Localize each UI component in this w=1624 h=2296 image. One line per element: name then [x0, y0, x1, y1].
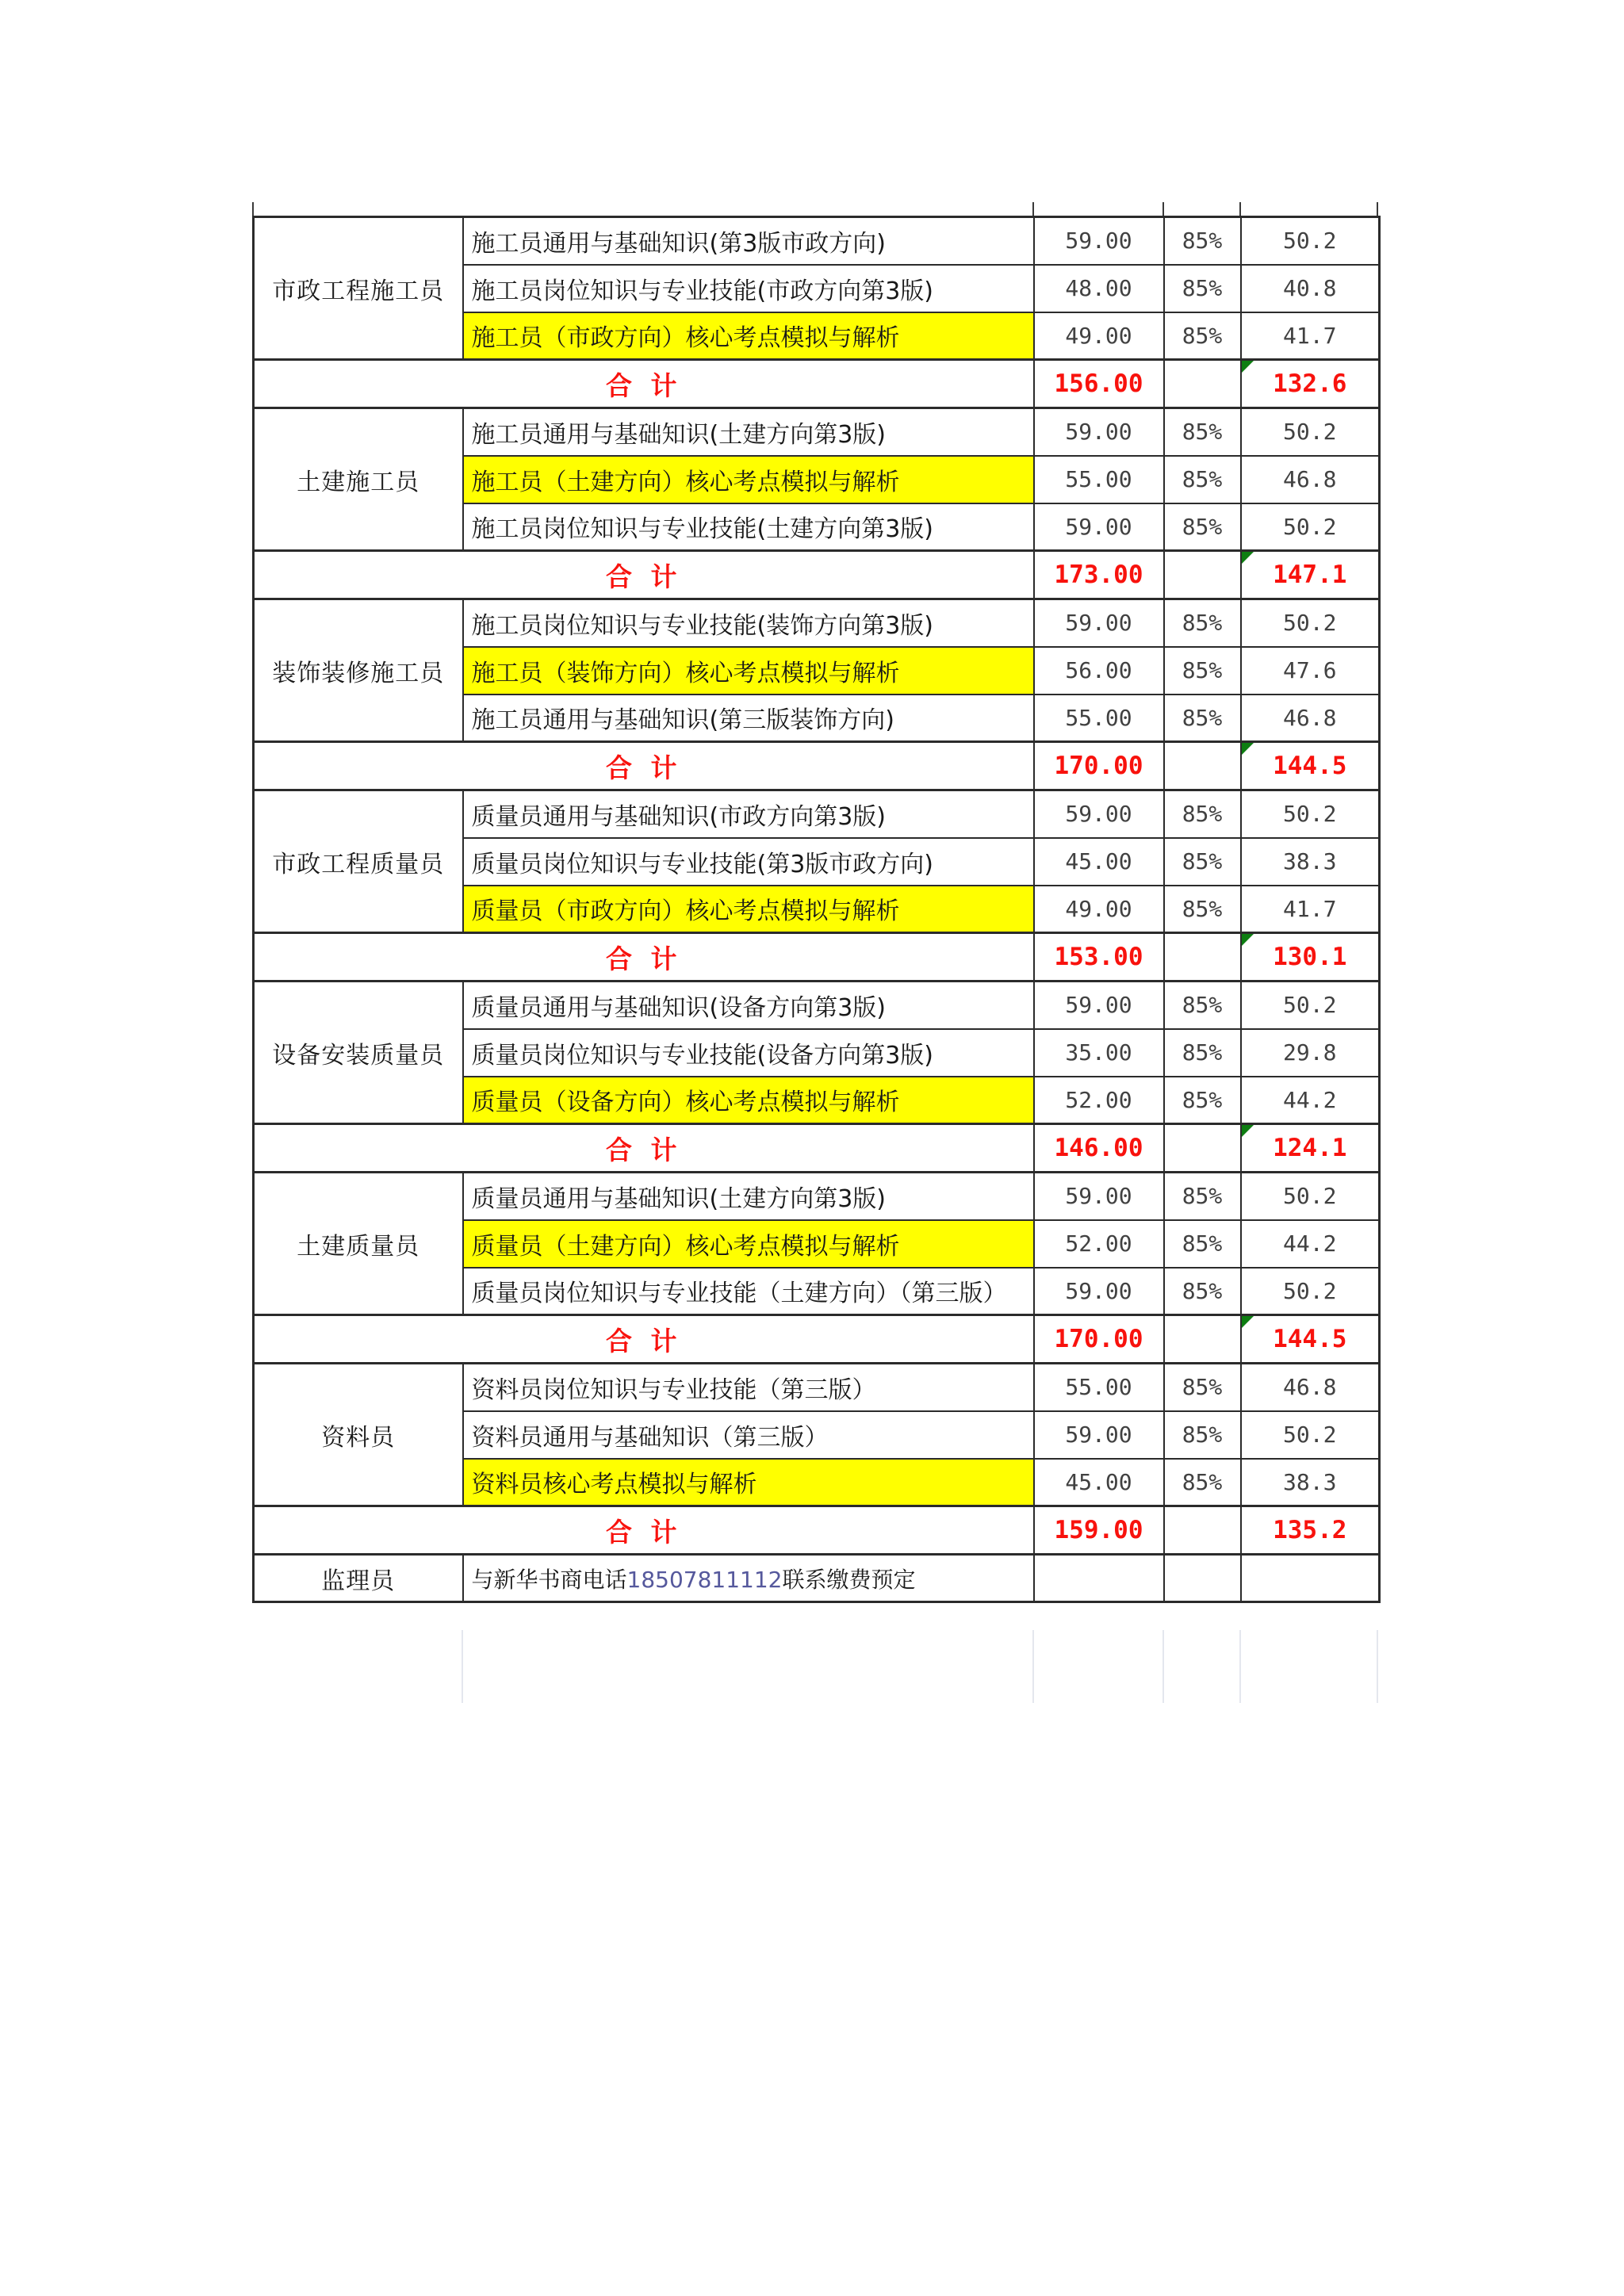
phone-number: 18507811112 — [626, 1566, 783, 1593]
net-price-cell-text: 40.8 — [1283, 275, 1337, 301]
total-label-cell — [254, 933, 1034, 982]
empty-net-cell — [1241, 1555, 1380, 1602]
book-title-cell-text: 资料员岗位知识与专业技能（第三版） — [471, 1376, 876, 1404]
discount-cell — [1164, 647, 1241, 695]
grid-stub-top-right — [1377, 202, 1378, 216]
net-price-cell — [1241, 1268, 1380, 1315]
discount-cell — [1164, 695, 1241, 742]
total-net-cell-text: 130.1 — [1273, 943, 1347, 971]
price-cell-text: 35.00 — [1065, 1039, 1132, 1066]
discount-cell — [1164, 1077, 1241, 1124]
price-cell — [1034, 408, 1164, 456]
total-label-cell-text: 合 计 — [606, 752, 682, 783]
category-cell-text: 市政工程质量员 — [272, 850, 445, 878]
discount-cell-text: 85% — [1182, 1422, 1223, 1448]
book-title-cell-text: 质量员（设备方向）核心考点模拟与解析 — [471, 1089, 900, 1117]
total-price-cell-text: 159.00 — [1054, 1516, 1143, 1544]
net-price-cell — [1241, 599, 1380, 647]
category-cell — [254, 408, 463, 551]
book-title-cell — [463, 886, 1034, 933]
price-cell-text: 59.00 — [1065, 513, 1132, 540]
discount-cell — [1164, 408, 1241, 456]
book-title-cell — [463, 790, 1034, 838]
net-price-cell — [1241, 886, 1380, 933]
book-title-cell-text: 质量员岗位知识与专业技能（土建方向）（第三版） — [471, 1280, 1007, 1308]
price-cell-text: 55.00 — [1065, 466, 1132, 492]
total-price-cell-text: 170.00 — [1054, 1325, 1143, 1353]
price-cell — [1034, 217, 1164, 265]
discount-cell-text: 85% — [1182, 610, 1223, 637]
price-cell — [1034, 1029, 1164, 1077]
price-cell — [1034, 647, 1164, 695]
category-cell-text: 设备安装质量员 — [272, 1041, 445, 1070]
price-cell-text: 55.00 — [1065, 1374, 1132, 1401]
category-cell — [254, 982, 463, 1124]
discount-cell-text: 85% — [1182, 801, 1223, 828]
net-price-cell — [1241, 217, 1380, 265]
grid-stub-bottom-2 — [1032, 1630, 1034, 1703]
net-price-cell — [1241, 790, 1380, 838]
net-price-cell-text: 29.8 — [1283, 1039, 1337, 1066]
total-net-cell — [1241, 1506, 1380, 1555]
total-net-cell-text: 147.1 — [1273, 561, 1347, 589]
section-total-row — [254, 933, 1380, 982]
grid-stub-top-price-col — [1032, 202, 1034, 216]
discount-cell — [1164, 503, 1241, 551]
total-price-cell — [1034, 360, 1164, 408]
net-price-cell-text: 50.2 — [1283, 1277, 1337, 1304]
price-cell-text: 59.00 — [1065, 1277, 1132, 1304]
price-table — [252, 216, 1381, 1603]
book-title-cell-text: 施工员岗位知识与专业技能(市政方向第3版) — [471, 277, 933, 305]
net-price-cell — [1241, 1411, 1380, 1459]
book-row — [254, 1364, 1380, 1411]
discount-cell — [1164, 1220, 1241, 1268]
book-row — [254, 599, 1380, 647]
book-title-cell-text: 施工员通用与基础知识(土建方向第3版) — [471, 420, 886, 449]
book-title-cell-text: 质量员通用与基础知识(土建方向第3版) — [471, 1184, 886, 1213]
net-price-cell — [1241, 1220, 1380, 1268]
discount-cell — [1164, 790, 1241, 838]
net-price-cell — [1241, 647, 1380, 695]
discount-cell — [1164, 1029, 1241, 1077]
net-price-cell — [1241, 456, 1380, 503]
section-total-row — [254, 551, 1380, 599]
book-title-cell-text: 施工员通用与基础知识(第3版市政方向) — [471, 229, 886, 258]
section-total-row — [254, 1315, 1380, 1364]
price-cell — [1034, 1411, 1164, 1459]
discount-cell — [1164, 1459, 1241, 1506]
discount-cell-text: 85% — [1182, 322, 1223, 349]
total-price-cell — [1034, 742, 1164, 790]
grid-stub-bottom-1 — [462, 1630, 463, 1703]
net-price-cell-text: 50.2 — [1283, 1422, 1337, 1448]
category-cell — [254, 1555, 463, 1602]
book-title-cell-text: 施工员（土建方向）核心考点模拟与解析 — [471, 468, 900, 496]
price-cell — [1034, 695, 1164, 742]
net-price-cell — [1241, 408, 1380, 456]
book-title-cell-text: 资料员核心考点模拟与解析 — [471, 1471, 757, 1499]
book-title-cell — [463, 312, 1034, 360]
price-cell — [1034, 503, 1164, 551]
total-price-cell — [1034, 1315, 1164, 1364]
total-price-cell — [1034, 933, 1164, 982]
price-table-body — [254, 217, 1380, 1602]
book-title-cell — [463, 982, 1034, 1029]
net-price-cell — [1241, 312, 1380, 360]
total-net-cell-text: 135.2 — [1273, 1516, 1347, 1544]
book-title-cell-text: 质量员（市政方向）核心考点模拟与解析 — [471, 897, 900, 926]
discount-cell-text: 85% — [1182, 275, 1223, 301]
price-cell-text: 45.00 — [1065, 848, 1132, 874]
net-price-cell-text: 50.2 — [1283, 513, 1337, 540]
total-discount-cell — [1164, 933, 1241, 982]
discount-cell-text: 85% — [1182, 704, 1223, 731]
section-total-row — [254, 742, 1380, 790]
green-corner-marker-icon — [1242, 1316, 1254, 1328]
category-cell-text: 资料员 — [321, 1423, 396, 1452]
book-title-cell — [463, 1220, 1034, 1268]
total-label-cell — [254, 1506, 1034, 1555]
discount-cell — [1164, 982, 1241, 1029]
book-title-cell — [463, 838, 1034, 886]
net-price-cell — [1241, 695, 1380, 742]
grid-stub-top-left — [252, 202, 254, 216]
discount-cell — [1164, 1173, 1241, 1220]
book-row — [254, 217, 1380, 265]
note-prefix: 与新华书商电话 — [471, 1566, 627, 1593]
book-title-cell — [463, 503, 1034, 551]
green-corner-marker-icon — [1242, 743, 1254, 755]
book-title-cell-text: 施工员岗位知识与专业技能(装饰方向第3版) — [471, 611, 933, 640]
total-price-cell-text: 173.00 — [1054, 561, 1143, 589]
total-label-cell — [254, 360, 1034, 408]
net-price-cell-text: 38.3 — [1283, 848, 1337, 874]
net-price-cell-text: 50.2 — [1283, 610, 1337, 637]
net-price-cell-text: 50.2 — [1283, 801, 1337, 828]
book-title-cell-text: 施工员通用与基础知识(第三版装饰方向) — [471, 706, 894, 735]
price-cell-text: 52.00 — [1065, 1230, 1132, 1257]
book-title-cell — [463, 1173, 1034, 1220]
price-cell — [1034, 838, 1164, 886]
book-title-cell — [463, 1459, 1034, 1506]
discount-cell — [1164, 1411, 1241, 1459]
note-cell — [463, 1555, 1034, 1602]
book-title-cell-text: 质量员岗位知识与专业技能(第3版市政方向) — [471, 850, 933, 878]
discount-cell-text: 85% — [1182, 466, 1223, 492]
section-total-row — [254, 1506, 1380, 1555]
discount-cell-text: 85% — [1182, 895, 1223, 922]
discount-cell — [1164, 599, 1241, 647]
total-net-cell — [1241, 1315, 1380, 1364]
book-title-cell-text: 质量员（土建方向）核心考点模拟与解析 — [471, 1232, 900, 1261]
category-cell-text: 土建质量员 — [297, 1232, 420, 1261]
book-row — [254, 982, 1380, 1029]
price-cell — [1034, 1220, 1164, 1268]
total-net-cell — [1241, 360, 1380, 408]
net-price-cell — [1241, 1364, 1380, 1411]
discount-cell-text: 85% — [1182, 848, 1223, 874]
net-price-cell-text: 46.8 — [1283, 704, 1337, 731]
price-cell — [1034, 886, 1164, 933]
empty-discount-cell — [1164, 1555, 1241, 1602]
total-discount-cell — [1164, 360, 1241, 408]
book-title-cell-text: 质量员通用与基础知识(设备方向第3版) — [471, 993, 886, 1022]
book-row — [254, 408, 1380, 456]
discount-cell-text: 85% — [1182, 1374, 1223, 1401]
price-cell-text: 59.00 — [1065, 610, 1132, 637]
price-cell-text: 56.00 — [1065, 657, 1132, 683]
total-label-cell-text: 合 计 — [606, 369, 682, 401]
net-price-cell-text: 41.7 — [1283, 322, 1337, 349]
price-cell — [1034, 1268, 1164, 1315]
book-title-cell — [463, 1268, 1034, 1315]
price-cell-text: 48.00 — [1065, 275, 1132, 301]
price-cell-text: 59.00 — [1065, 419, 1132, 446]
category-cell-text: 市政工程施工员 — [272, 277, 445, 305]
book-title-cell-text: 质量员通用与基础知识(市政方向第3版) — [471, 802, 886, 831]
total-price-cell-text: 170.00 — [1054, 752, 1143, 780]
category-cell — [254, 1173, 463, 1315]
net-price-cell-text: 44.2 — [1283, 1086, 1337, 1113]
book-title-cell — [463, 265, 1034, 312]
total-price-cell — [1034, 1506, 1164, 1555]
net-price-cell-text: 44.2 — [1283, 1230, 1337, 1257]
total-label-cell-text: 合 计 — [606, 1325, 682, 1357]
supervisor-row — [254, 1555, 1380, 1602]
total-net-cell-text: 132.6 — [1273, 369, 1347, 398]
book-title-cell-text: 施工员（市政方向）核心考点模拟与解析 — [471, 324, 900, 353]
category-cell-text: 土建施工员 — [297, 468, 420, 496]
total-price-cell — [1034, 1124, 1164, 1173]
book-title-cell — [463, 456, 1034, 503]
book-title-cell — [463, 1077, 1034, 1124]
discount-cell — [1164, 886, 1241, 933]
price-cell — [1034, 1459, 1164, 1506]
discount-cell-text: 85% — [1182, 419, 1223, 446]
category-cell-text: 装饰装修施工员 — [272, 659, 445, 687]
category-cell — [254, 217, 463, 360]
book-title-cell — [463, 1029, 1034, 1077]
section-total-row — [254, 360, 1380, 408]
book-title-cell — [463, 647, 1034, 695]
price-cell — [1034, 456, 1164, 503]
price-cell-text: 59.00 — [1065, 992, 1132, 1019]
net-price-cell-text: 50.2 — [1283, 992, 1337, 1019]
price-cell-text: 55.00 — [1065, 704, 1132, 731]
price-cell-text: 59.00 — [1065, 1422, 1132, 1448]
net-price-cell — [1241, 1077, 1380, 1124]
net-price-cell — [1241, 982, 1380, 1029]
price-cell — [1034, 1173, 1164, 1220]
category-cell — [254, 790, 463, 933]
total-label-cell — [254, 1124, 1034, 1173]
book-title-cell-text: 质量员岗位知识与专业技能(设备方向第3版) — [471, 1041, 933, 1070]
total-price-cell-text: 153.00 — [1054, 943, 1143, 971]
net-price-cell — [1241, 838, 1380, 886]
discount-cell-text: 85% — [1182, 1183, 1223, 1210]
net-price-cell-text: 50.2 — [1283, 419, 1337, 446]
discount-cell — [1164, 456, 1241, 503]
price-cell — [1034, 1077, 1164, 1124]
net-price-cell-text: 46.8 — [1283, 1374, 1337, 1401]
discount-cell-text: 85% — [1182, 1230, 1223, 1257]
grid-stub-bottom-3 — [1162, 1630, 1164, 1703]
book-row — [254, 1173, 1380, 1220]
book-title-cell — [463, 1411, 1034, 1459]
discount-cell-text: 85% — [1182, 1468, 1223, 1495]
price-cell-text: 49.00 — [1065, 322, 1132, 349]
empty-price-cell — [1034, 1555, 1164, 1602]
total-label-cell-text: 合 计 — [606, 943, 682, 974]
total-net-cell — [1241, 742, 1380, 790]
total-label-cell-text: 合 计 — [606, 1516, 682, 1548]
discount-cell-text: 85% — [1182, 1039, 1223, 1066]
total-discount-cell — [1164, 1124, 1241, 1173]
net-price-cell — [1241, 1459, 1380, 1506]
section-total-row — [254, 1124, 1380, 1173]
total-net-cell-text: 144.5 — [1273, 1325, 1347, 1353]
price-cell — [1034, 599, 1164, 647]
total-discount-cell — [1164, 1315, 1241, 1364]
discount-cell-text: 85% — [1182, 1086, 1223, 1113]
total-label-cell — [254, 551, 1034, 599]
price-cell — [1034, 790, 1164, 838]
net-price-cell — [1241, 1029, 1380, 1077]
net-price-cell-text: 47.6 — [1283, 657, 1337, 683]
total-label-cell-text: 合 计 — [606, 1134, 682, 1165]
total-price-cell — [1034, 551, 1164, 599]
book-title-cell-text: 施工员（装饰方向）核心考点模拟与解析 — [471, 659, 900, 687]
book-title-cell — [463, 217, 1034, 265]
total-discount-cell — [1164, 1506, 1241, 1555]
total-net-cell — [1241, 551, 1380, 599]
total-net-cell-text: 124.1 — [1273, 1134, 1347, 1162]
total-net-cell — [1241, 1124, 1380, 1173]
book-title-cell — [463, 599, 1034, 647]
total-net-cell-text: 144.5 — [1273, 752, 1347, 780]
green-corner-marker-icon — [1242, 361, 1254, 373]
discount-cell-text: 85% — [1182, 657, 1223, 683]
discount-cell-text: 85% — [1182, 513, 1223, 540]
book-title-cell — [463, 695, 1034, 742]
discount-cell — [1164, 312, 1241, 360]
net-price-cell-text: 50.2 — [1283, 228, 1337, 254]
note-suffix: 联系缴费预定 — [782, 1566, 916, 1593]
green-corner-marker-icon — [1242, 1125, 1254, 1137]
discount-cell — [1164, 1364, 1241, 1411]
green-corner-marker-icon — [1242, 552, 1254, 564]
total-label-cell-text: 合 计 — [606, 561, 682, 592]
discount-cell-text: 85% — [1182, 1277, 1223, 1304]
grid-stub-top-discount-col — [1162, 202, 1164, 216]
price-cell-text: 52.00 — [1065, 1086, 1132, 1113]
category-cell — [254, 599, 463, 742]
price-cell — [1034, 312, 1164, 360]
total-price-cell-text: 156.00 — [1054, 369, 1143, 398]
total-discount-cell — [1164, 742, 1241, 790]
net-price-cell-text: 41.7 — [1283, 895, 1337, 922]
net-price-cell — [1241, 265, 1380, 312]
discount-cell — [1164, 838, 1241, 886]
total-label-cell — [254, 1315, 1034, 1364]
price-cell-text: 49.00 — [1065, 895, 1132, 922]
net-price-cell — [1241, 503, 1380, 551]
net-price-cell-text: 38.3 — [1283, 1468, 1337, 1495]
price-cell-text: 59.00 — [1065, 801, 1132, 828]
price-cell-text: 45.00 — [1065, 1468, 1132, 1495]
net-price-cell-text: 46.8 — [1283, 466, 1337, 492]
green-corner-marker-icon — [1242, 934, 1254, 946]
discount-cell — [1164, 217, 1241, 265]
discount-cell — [1164, 265, 1241, 312]
book-row — [254, 790, 1380, 838]
total-discount-cell — [1164, 551, 1241, 599]
price-cell-text: 59.00 — [1065, 1183, 1132, 1210]
price-cell — [1034, 265, 1164, 312]
discount-cell-text: 85% — [1182, 992, 1223, 1019]
category-cell-text: 监理员 — [321, 1567, 396, 1595]
total-price-cell-text: 146.00 — [1054, 1134, 1143, 1162]
book-title-cell-text: 资料员通用与基础知识（第三版） — [471, 1423, 829, 1452]
net-price-cell — [1241, 1173, 1380, 1220]
total-net-cell — [1241, 933, 1380, 982]
category-cell — [254, 1364, 463, 1506]
discount-cell — [1164, 1268, 1241, 1315]
book-title-cell-text: 施工员岗位知识与专业技能(土建方向第3版) — [471, 515, 933, 544]
price-cell-text: 59.00 — [1065, 228, 1132, 254]
price-cell — [1034, 982, 1164, 1029]
net-price-cell-text: 50.2 — [1283, 1183, 1337, 1210]
grid-stub-bottom-4 — [1239, 1630, 1241, 1703]
book-title-cell — [463, 408, 1034, 456]
price-cell — [1034, 1364, 1164, 1411]
grid-stub-top-net-col — [1239, 202, 1241, 216]
grid-stub-bottom-5 — [1377, 1630, 1378, 1703]
book-title-cell — [463, 1364, 1034, 1411]
discount-cell-text: 85% — [1182, 228, 1223, 254]
total-label-cell — [254, 742, 1034, 790]
